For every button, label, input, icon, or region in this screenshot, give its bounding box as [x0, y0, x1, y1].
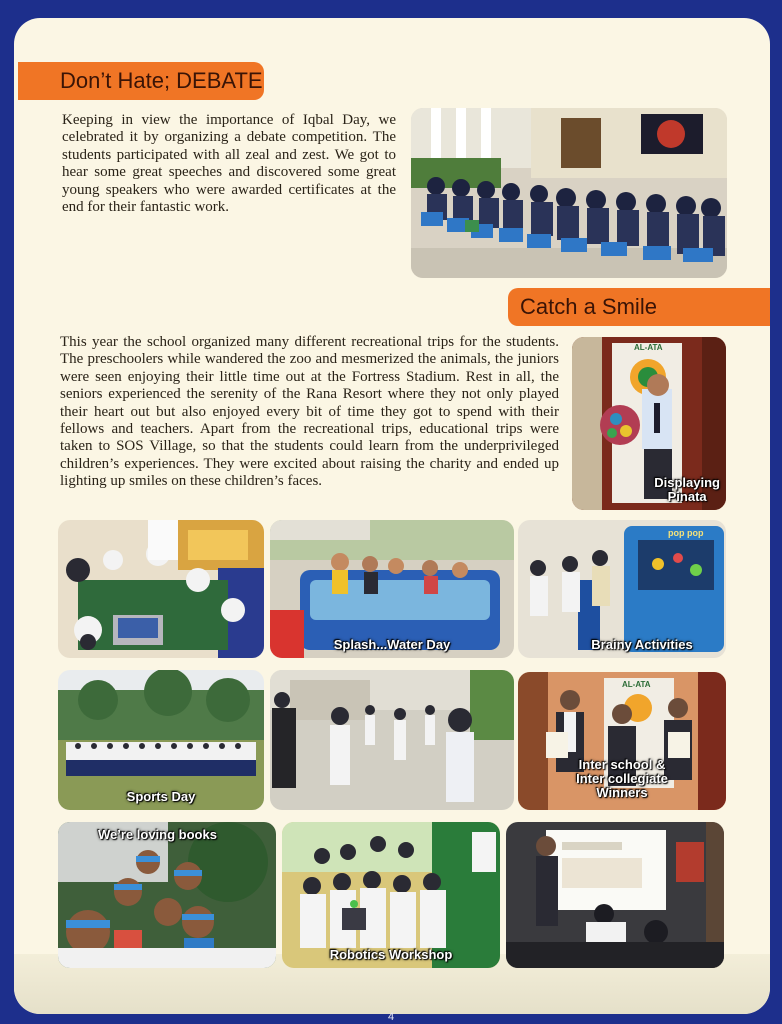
presentation-photo [506, 822, 724, 968]
brainy-activities-caption: Brainy Activities [591, 637, 693, 652]
winners-caption-line3: Winners [596, 785, 648, 800]
brainy-sign-text: pop pop [668, 528, 704, 538]
sports-day-caption: Sports Day [126, 789, 196, 804]
water-day-caption: Splash...Water Day [333, 637, 451, 652]
winners-banner-text: AL-ATA [622, 680, 651, 689]
brainy-activities-photo [518, 520, 726, 658]
pinata-banner-text: AL-ATA [634, 343, 663, 352]
classroom-photo [58, 520, 264, 658]
winners-caption-line1: Inter school & [578, 757, 666, 772]
smile-paragraph: This year the school organized many different recreational trips for the students. The preschoolers while wandered the zoo and mesmerized the animals, the juniors were seen enjoying their little time out at the Fortress Stadium. Rest in all, the seniors experienced the serenity of the Rana Resort where they not only played their heart out but also enjoyed every bit of time they got to spend with their fellows and teachers. Apart from the recreational trips, educational trips were taken to SOS Village, so that the students could learn from the underprivileged children’s experiences. They were excited about raising the charity and ended up lighting up smiles on these children’s faces. [60, 334, 559, 490]
pinata-caption-line2: Pinata [667, 489, 707, 504]
page-number: 4 [387, 1011, 395, 1023]
winners-caption-line2: Inter collegiate [576, 771, 668, 786]
pinata-photo [572, 337, 726, 510]
smile-heading: Catch a Smile [508, 288, 770, 326]
water-day-photo [270, 520, 514, 658]
robotics-caption: Robotics Workshop [329, 947, 453, 962]
debate-photo [411, 108, 727, 278]
books-photo [58, 822, 276, 968]
books-caption: We’re loving books [98, 827, 217, 842]
outdoor-game-photo [270, 670, 514, 810]
sports-day-photo [58, 670, 264, 810]
robotics-photo [282, 822, 500, 968]
pinata-caption-line1: Displaying [654, 475, 720, 490]
winners-caption [518, 758, 726, 800]
debate-heading: Don’t Hate; DEBATE [18, 62, 264, 100]
debate-paragraph: Keeping in view the importance of Iqbal Day, we celebrated it by organizing a debate competition. The students participated with all zeal and zest. We got to hear some great speeches and discovered some great young speakers who were awarded certificates at the end for their fantastic work. [62, 112, 396, 216]
pinata-caption [654, 476, 720, 504]
winners-photo [518, 672, 726, 810]
